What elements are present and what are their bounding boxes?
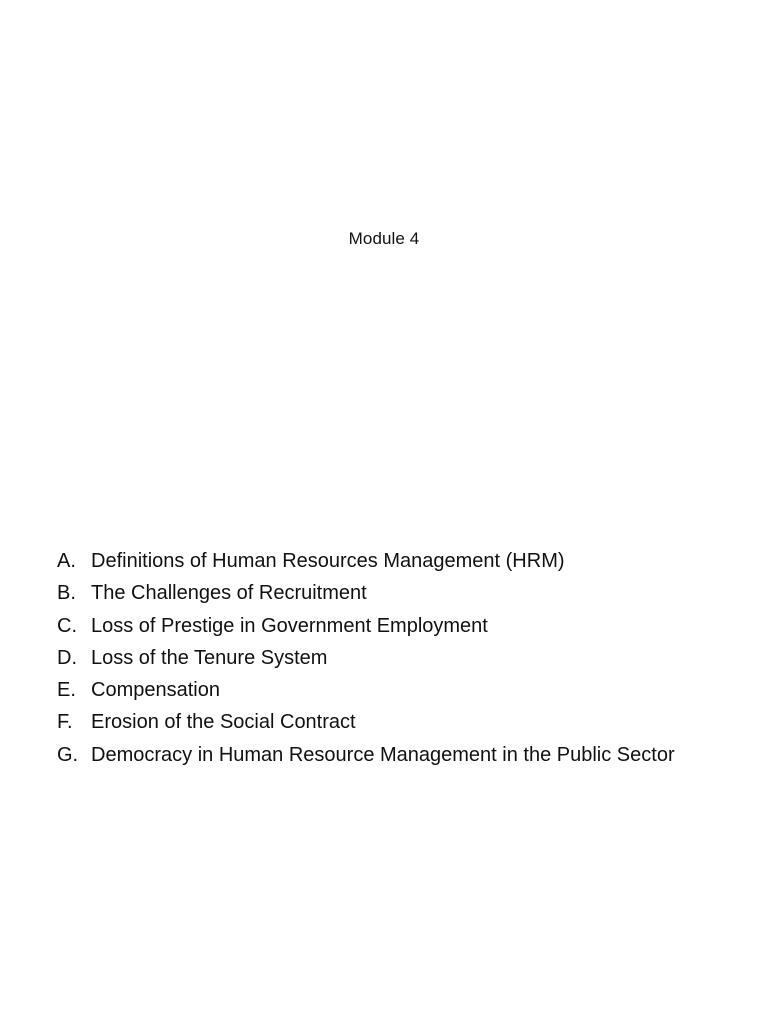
outline-text: Erosion of the Social Contract — [91, 711, 356, 734]
outline-text: Loss of Prestige in Government Employment — [91, 614, 488, 637]
topic-outline — [57, 547, 757, 773]
outline-item-g — [57, 741, 757, 773]
outline-item-f — [57, 708, 757, 740]
outline-item-c — [57, 612, 757, 644]
outline-item-b — [57, 579, 757, 611]
outline-marker: C. — [57, 614, 77, 637]
outline-marker: F. — [57, 711, 73, 734]
outline-item-e — [57, 676, 757, 708]
outline-item-a — [57, 547, 757, 579]
outline-marker: A. — [57, 550, 76, 572]
outline-text: Compensation — [91, 679, 220, 702]
outline-marker: E. — [57, 679, 76, 702]
outline-marker: G. — [57, 743, 79, 766]
outline-text: Loss of the Tenure System — [91, 646, 328, 669]
outline-marker: D. — [57, 646, 77, 669]
outline-marker: B. — [57, 582, 76, 605]
outline-text: Democracy in Human Resource Management in the Public Sector — [91, 743, 675, 766]
module-title: Module 4 — [348, 229, 420, 248]
outline-text: Definitions of Human Resources Management (HRM) — [91, 550, 565, 572]
outline-item-d — [57, 644, 757, 676]
outline-text: The Challenges of Recruitment — [91, 582, 367, 605]
